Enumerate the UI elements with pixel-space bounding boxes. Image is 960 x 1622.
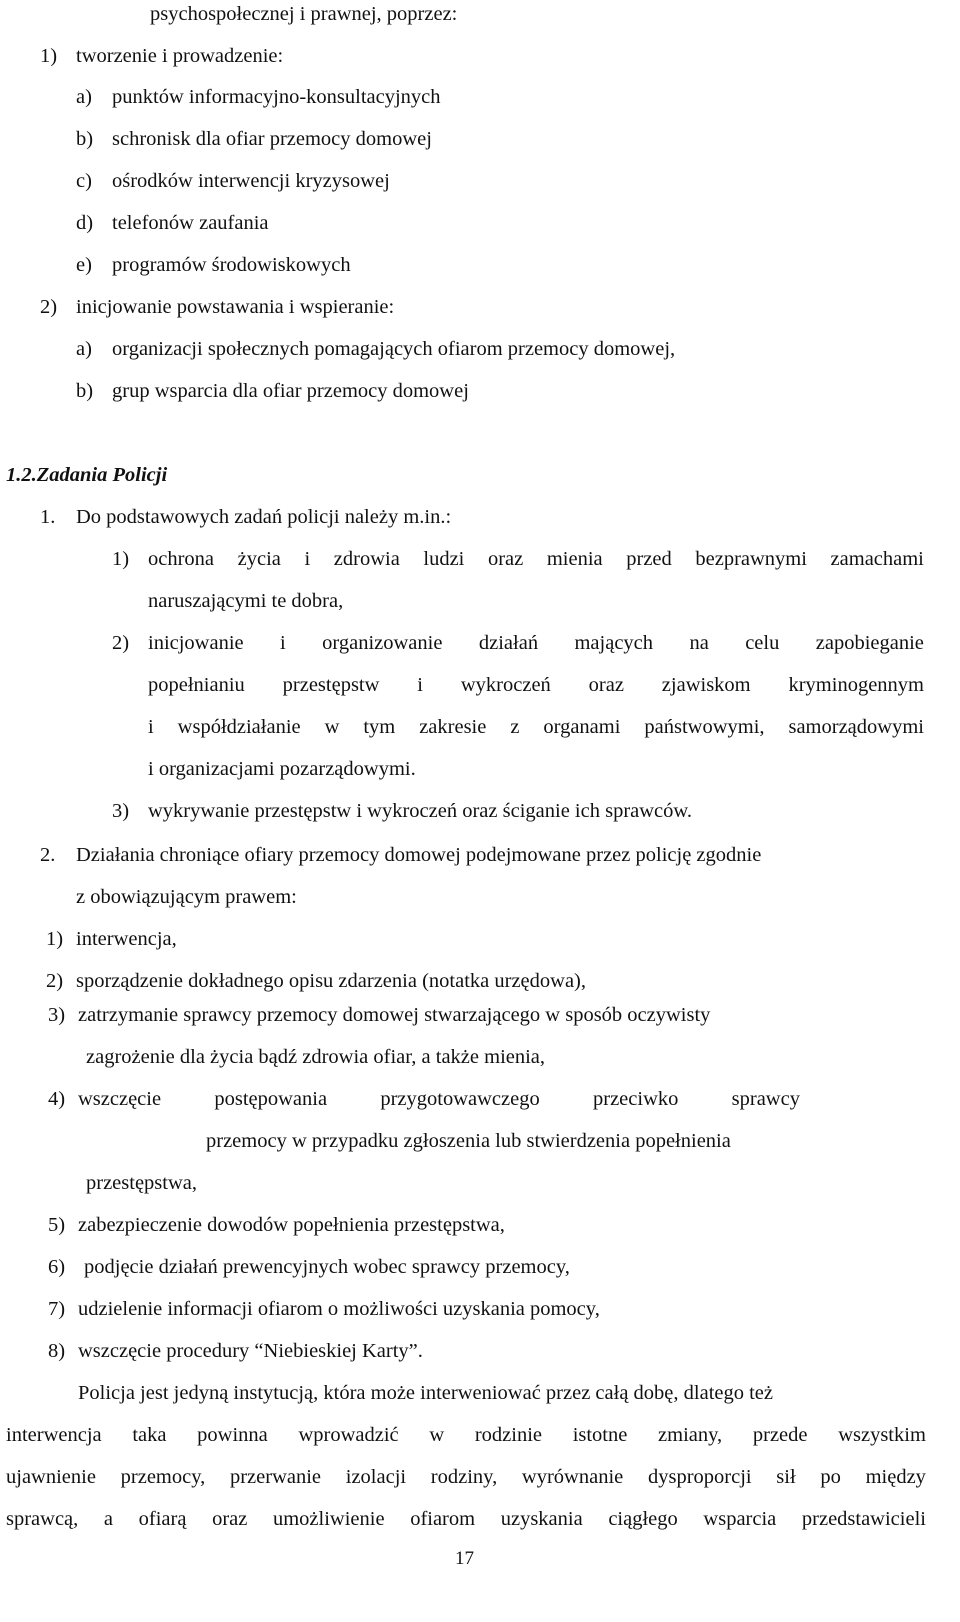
word: współdziałanie [177,716,301,738]
list-item-text: tworzenie i prowadzenie: [76,45,284,67]
point-label: 1. [40,506,56,528]
word: organizowanie [322,632,443,654]
sublist-item-text: organizacji społecznych pomagających ofiarom przemocy domowej, [112,338,676,360]
list-label: 2) [40,296,58,318]
list-label: 7) [48,1298,66,1320]
word: i [304,548,311,570]
word: popełnianiu [148,674,245,696]
word: przedstawicieli [801,1508,926,1530]
word: rodzinie [474,1424,542,1446]
word: działań [478,632,539,654]
word: wykroczeń [460,674,551,696]
section-heading: 1.2.Zadania Policji [6,464,168,486]
word: wprowadzić [298,1424,399,1446]
word: postępowania [214,1088,328,1110]
sublist-label: e) [76,254,92,276]
word: ludzi [423,548,465,570]
word: uzyskania [500,1508,583,1530]
word: tym [363,716,396,738]
list-item-continuation: i organizacjami pozarządowymi. [148,758,416,780]
list-item-text: inicjowanie powstawania i wspieranie: [76,296,395,318]
sublist-label: c) [76,170,92,192]
sublist-label: b) [76,380,94,402]
word: samorządowymi [788,716,924,738]
sublist-item-text: grup wsparcia dla ofiar przemocy domowej [112,380,469,402]
list-item-text: podjęcie działań prewencyjnych wobec sprawcy przemocy, [84,1256,570,1278]
word: między [865,1466,926,1488]
word: i [148,716,154,738]
list-item-continuation: przemocy w przypadku zgłoszenia lub stwierdzenia popełnienia [206,1130,731,1152]
word: zakresie [419,716,487,738]
list-item-text: wszczęcie procedury “Niebieskiej Karty”. [78,1340,423,1362]
paragraph-first-line: Policja jest jedyną instytucją, która może interweniować przez całą dobę, dlatego też [78,1382,774,1404]
word: zdrowia [333,548,400,570]
justified-line [148,717,924,738]
list-item-continuation: przestępstwa, [86,1172,197,1194]
list-label: 2) [112,632,130,654]
word: państwowymi, [644,716,765,738]
justified-line [6,1425,926,1446]
justified-line [78,1089,800,1110]
list-item-text: wykrywanie przestępstw i wykroczeń oraz ściganie ich sprawców. [148,800,692,822]
list-label: 4) [48,1088,66,1110]
word: celu [745,632,780,654]
sublist-item-text: punktów informacyjno-konsultacyjnych [112,86,441,108]
word: interwencja [6,1424,102,1446]
word: mienia [546,548,603,570]
point-text: Do podstawowych zadań policji należy m.in.: [76,506,452,528]
list-label: 2) [46,970,64,992]
point-continuation: z obowiązującym prawem: [76,886,297,908]
word: mających [574,632,654,654]
list-item-text: zabezpieczenie dowodów popełnienia przestępstwa, [78,1214,505,1236]
word: wyrównanie [521,1466,624,1488]
word: bezprawnymi [695,548,807,570]
justified-line [148,675,924,696]
word: oraz [212,1508,248,1530]
word: wsparcia [703,1508,777,1530]
word: organami [543,716,621,738]
list-label: 5) [48,1214,66,1236]
word: ochrona [148,548,215,570]
page-number: 17 [455,1548,474,1569]
list-item-continuation: zagrożenie dla życia bądź zdrowia ofiar, a także mienia, [86,1046,546,1068]
list-label: 6) [48,1256,66,1278]
justified-line [148,633,924,654]
word: wszystkim [838,1424,926,1446]
word: istotne [572,1424,628,1446]
word: przemocy, [120,1466,206,1488]
word: zmiany, [658,1424,723,1446]
word: rodziny, [430,1466,498,1488]
sublist-item-text: telefonów zaufania [112,212,269,234]
list-label: 3) [112,800,130,822]
list-label: 1) [46,928,64,950]
word: ofiarom [410,1508,476,1530]
word: taka [132,1424,167,1446]
justified-line [6,1467,926,1488]
word: sprawcą, [6,1508,79,1530]
word: ofiarą [138,1508,187,1530]
word: kryminogennym [788,674,924,696]
word: umożliwienie [272,1508,385,1530]
word: a [103,1508,114,1530]
word: i [417,674,423,696]
list-label: 8) [48,1340,66,1362]
sublist-label: a) [76,86,92,108]
sublist-item-text: programów środowiskowych [112,254,351,276]
list-label: 1) [112,548,130,570]
point-label: 2. [40,844,56,866]
word: izolacji [345,1466,407,1488]
justified-line [6,1509,926,1530]
word: ujawnienie [6,1466,96,1488]
list-item-text: interwencja, [76,928,177,950]
sublist-item-text: schronisk dla ofiar przemocy domowej [112,128,432,150]
word: z [510,716,520,738]
point-text: Działania chroniące ofiary przemocy domowej podejmowane przez policję zgodnie [76,844,762,866]
list-item-text: udzielenie informacji ofiarom o możliwości uzyskania pomocy, [78,1298,600,1320]
word: zamachami [830,548,924,570]
word: przestępstw [282,674,380,696]
word: przeciwko [593,1088,679,1110]
word: zjawiskom [661,674,751,696]
word: życia [237,548,281,570]
word: zapobieganie [815,632,924,654]
intro-continuation: psychospołecznej i prawnej, poprzez: [150,3,458,25]
word: w [324,716,340,738]
list-label: 1) [40,45,58,67]
sublist-label: a) [76,338,92,360]
list-item-text: zatrzymanie sprawcy przemocy domowej stwarzającego w sposób oczywisty [78,1004,711,1026]
sublist-label: d) [76,212,94,234]
word: po [820,1466,841,1488]
word: przerwanie [229,1466,322,1488]
word: ciągłego [608,1508,678,1530]
word: i [280,632,286,654]
list-item-continuation: naruszającymi te dobra, [148,590,344,612]
justified-line [148,549,924,570]
sublist-label: b) [76,128,94,150]
word: przygotowawczego [380,1088,540,1110]
word: na [689,632,709,654]
word: sprawcy [731,1088,800,1110]
list-label: 3) [48,1004,66,1026]
sublist-item-text: ośrodków interwencji kryzysowej [112,170,390,192]
word: przede [752,1424,808,1446]
word: dysproporcji [647,1466,752,1488]
word: w [429,1424,445,1446]
list-item-text: sporządzenie dokładnego opisu zdarzenia (notatka urzędowa), [76,970,586,992]
word: wszczęcie [78,1088,162,1110]
word: oraz [588,674,624,696]
word: przed [626,548,672,570]
word: sił [776,1466,796,1488]
word: powinna [197,1424,268,1446]
word: oraz [487,548,524,570]
word: inicjowanie [148,632,244,654]
